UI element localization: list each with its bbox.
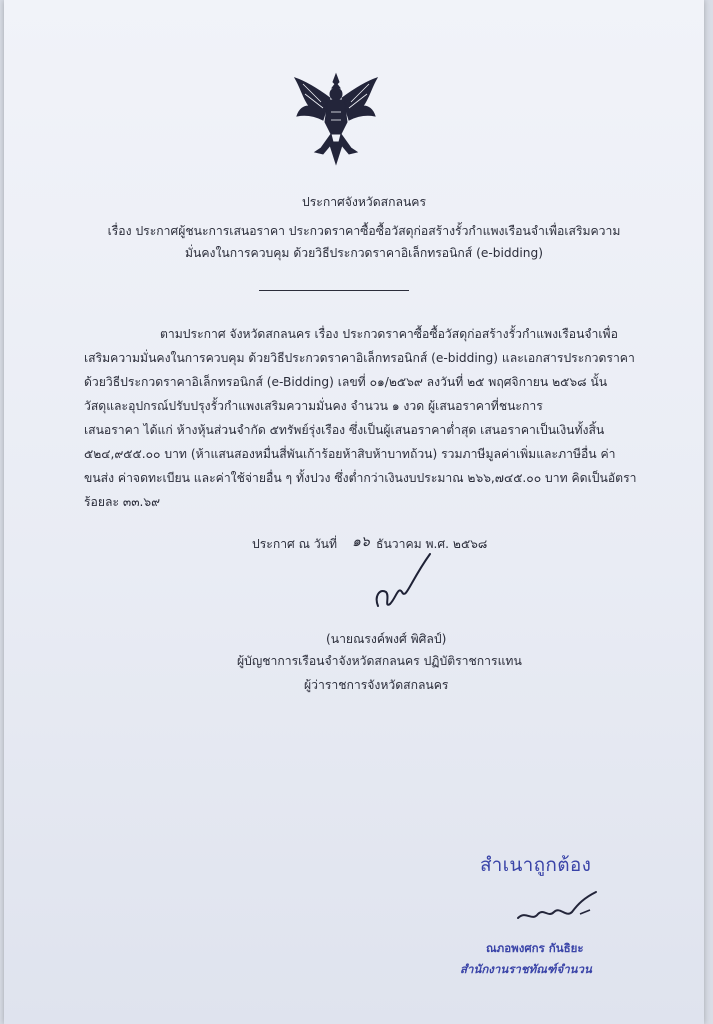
body-line: เสนอราคา ได้แก่ ห้างหุ้นส่วนจำกัด ๕ทรัพย์รุ่งเรือง ซึ่งเป็นผู้เสนอราคาต่ำสุด เสนอราคาเป็นเงินทั้งสิ้น bbox=[84, 423, 605, 437]
body-line: ๕๒๔,๙๕๕.๐๐ บาท (ห้าแสนสองหมื่นสี่พันเก้าร้อยห้าสิบห้าบาทถ้วน) รวมภาษีมูลค่าเพิ่มและภาษีอื่น ค่า bbox=[84, 447, 616, 461]
body-line: วัสดุและอุปกรณ์ปรับปรุงรั้วกำแพงเสริมความมั่นคง จำนวน ๑ งวด ผู้เสนอราคาที่ชนะการ bbox=[84, 399, 543, 413]
announce-date-prefix: ประกาศ ณ วันที่ bbox=[252, 537, 338, 551]
body-line: เสริมความมั่นคงในการควบคุม ด้วยวิธีประกวดราคาอิเล็กทรอนิกส์ (e-bidding) และเอกสารประกวดราคา bbox=[84, 351, 635, 365]
body-line: ร้อยละ ๓๓.๖๙ bbox=[84, 495, 161, 509]
body-line: ตามประกาศ จังหวัดสกลนคร เรื่อง ประกวดราคาซื้อซื้อวัสดุก่อสร้างรั้วกำแพงเรือนจำเพื่อ bbox=[160, 327, 618, 341]
signature-mark bbox=[364, 548, 436, 616]
title-divider bbox=[259, 290, 409, 291]
signatory-position-1: ผู้บัญชาการเรือนจำจังหวัดสกลนคร ปฏิบัติราชการแทน bbox=[237, 654, 522, 668]
subject-line-2: มั่นคงในการควบคุม ด้วยวิธีประกวดราคาอิเล็กทรอนิกส์ (e-bidding) bbox=[185, 246, 543, 260]
signatory-name: (นายณรงค์พงศ์ พิศิลป์) bbox=[326, 632, 447, 646]
subject-line-1: เรื่อง ประกาศผู้ชนะการเสนอราคา ประกวดราคาซื้อซื้อวัสดุก่อสร้างรั้วกำแพงเรือนจำเพื่อเสริมความ bbox=[107, 224, 621, 238]
body-line: ด้วยวิธีประกวดราคาอิเล็กทรอนิกส์ (e-Bidding) เลขที่ ๐๑/๒๕๖๙ ลงวันที่ ๒๕ พฤศจิกายน ๒๕๖๘ นั้น bbox=[84, 375, 608, 389]
garuda-emblem-icon bbox=[291, 72, 381, 168]
certified-copy-office: สำนักงานราชทัณฑ์จำนวน bbox=[460, 962, 592, 976]
signatory-position-2: ผู้ว่าราชการจังหวัดสกลนคร bbox=[304, 678, 449, 692]
certified-copy-title: สำเนาถูกต้อง bbox=[480, 854, 592, 876]
announce-date-month-year: ธันวาคม พ.ศ. ๒๕๖๘ bbox=[376, 537, 488, 551]
announcement-title: ประกาศจังหวัดสกลนคร bbox=[302, 195, 426, 209]
certified-copy-name: ณภอพงศกร กันธิยะ bbox=[486, 941, 584, 955]
certified-copy-signature bbox=[514, 888, 604, 928]
announce-date-day: ๑๖ bbox=[352, 534, 370, 550]
body-line: ขนส่ง ค่าจดทะเบียน และค่าใช้จ่ายอื่น ๆ ทั้งปวง ซึ่งต่ำกว่าเงินงบประมาณ ๒๖๖,๗๔๕.๐๐ บาท คิดเป็นอัตรา bbox=[84, 471, 637, 485]
document-page bbox=[4, 0, 704, 1024]
